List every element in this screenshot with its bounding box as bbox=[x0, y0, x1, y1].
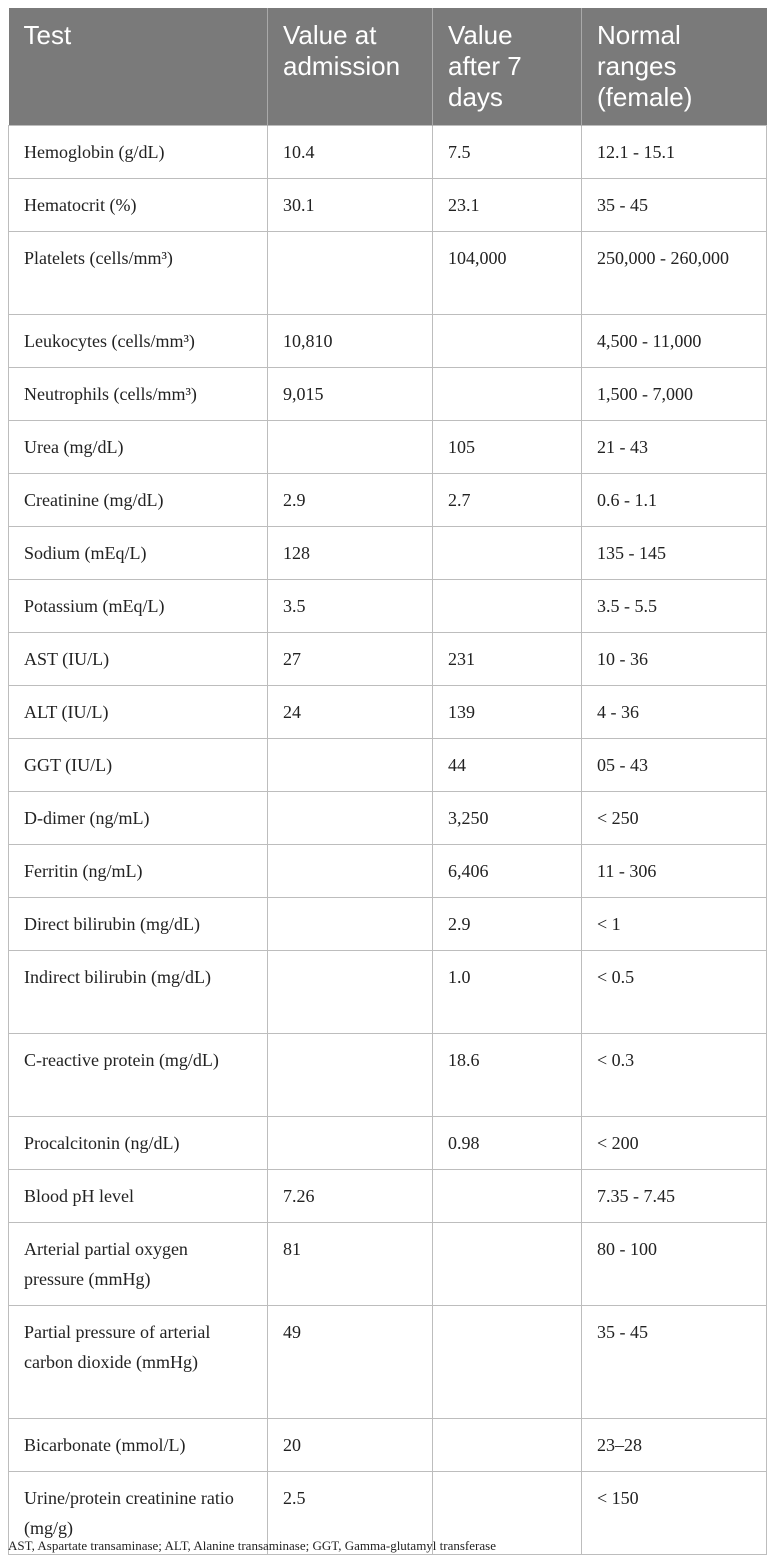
table-footnote: AST, Aspartate transaminase; ALT, Alanine transaminase; GGT, Gamma-glutamyl transferase bbox=[8, 1538, 496, 1553]
cell-range: 11 - 306 bbox=[582, 845, 767, 898]
table-row bbox=[9, 315, 767, 368]
cell-range: < 150 bbox=[582, 1472, 767, 1555]
cell-range: 21 - 43 bbox=[582, 421, 767, 474]
cell-day7 bbox=[433, 1419, 582, 1472]
cell-day7 bbox=[433, 1223, 582, 1306]
cell-admission bbox=[268, 232, 433, 315]
cell-range: 1,500 - 7,000 bbox=[582, 368, 767, 421]
table-row bbox=[9, 126, 767, 179]
lab-results-table-container bbox=[8, 8, 766, 1555]
cell-admission bbox=[268, 845, 433, 898]
table-row bbox=[9, 792, 767, 845]
cell-day7: 2.9 bbox=[433, 898, 582, 951]
cell-admission: 128 bbox=[268, 527, 433, 580]
cell-admission bbox=[268, 951, 433, 1034]
cell-test: Platelets (cells/mm³) bbox=[9, 232, 268, 315]
table-row bbox=[9, 421, 767, 474]
cell-test: Hemoglobin (g/dL) bbox=[9, 126, 268, 179]
cell-test: Procalcitonin (ng/dL) bbox=[9, 1117, 268, 1170]
cell-day7 bbox=[433, 580, 582, 633]
cell-range: 4 - 36 bbox=[582, 686, 767, 739]
cell-test: GGT (IU/L) bbox=[9, 739, 268, 792]
table-row bbox=[9, 232, 767, 315]
cell-day7 bbox=[433, 1306, 582, 1419]
cell-day7 bbox=[433, 527, 582, 580]
cell-test: Potassium (mEq/L) bbox=[9, 580, 268, 633]
cell-test: ALT (IU/L) bbox=[9, 686, 268, 739]
table-row bbox=[9, 1419, 767, 1472]
cell-day7 bbox=[433, 1170, 582, 1223]
cell-test: Ferritin (ng/mL) bbox=[9, 845, 268, 898]
cell-day7: 2.7 bbox=[433, 474, 582, 527]
header-row bbox=[9, 8, 767, 126]
cell-range: < 0.5 bbox=[582, 951, 767, 1034]
table-row bbox=[9, 1117, 767, 1170]
header-test: Test bbox=[9, 8, 268, 126]
cell-admission: 3.5 bbox=[268, 580, 433, 633]
table-row bbox=[9, 845, 767, 898]
table-row bbox=[9, 527, 767, 580]
cell-range: < 0.3 bbox=[582, 1034, 767, 1117]
cell-range: 35 - 45 bbox=[582, 179, 767, 232]
cell-test: Bicarbonate (mmol/L) bbox=[9, 1419, 268, 1472]
lab-results-table bbox=[8, 8, 767, 1555]
cell-admission: 10,810 bbox=[268, 315, 433, 368]
cell-admission: 9,015 bbox=[268, 368, 433, 421]
cell-range: 10 - 36 bbox=[582, 633, 767, 686]
cell-day7: 231 bbox=[433, 633, 582, 686]
cell-day7: 1.0 bbox=[433, 951, 582, 1034]
table-row bbox=[9, 179, 767, 232]
cell-day7: 23.1 bbox=[433, 179, 582, 232]
cell-test: Hematocrit (%) bbox=[9, 179, 268, 232]
cell-range: < 250 bbox=[582, 792, 767, 845]
header-value-7-days: Value after 7 days bbox=[433, 8, 582, 126]
table-row bbox=[9, 1170, 767, 1223]
cell-test: Blood pH level bbox=[9, 1170, 268, 1223]
cell-test: D-dimer (ng/mL) bbox=[9, 792, 268, 845]
cell-test: Urine/protein creatinine ratio (mg/g) bbox=[9, 1472, 268, 1555]
cell-day7: 6,406 bbox=[433, 845, 582, 898]
cell-admission bbox=[268, 1034, 433, 1117]
table-row bbox=[9, 951, 767, 1034]
cell-admission: 7.26 bbox=[268, 1170, 433, 1223]
cell-admission bbox=[268, 739, 433, 792]
cell-test: Creatinine (mg/dL) bbox=[9, 474, 268, 527]
cell-admission: 20 bbox=[268, 1419, 433, 1472]
cell-test: Sodium (mEq/L) bbox=[9, 527, 268, 580]
cell-test: Direct bilirubin (mg/dL) bbox=[9, 898, 268, 951]
cell-day7: 139 bbox=[433, 686, 582, 739]
cell-test: Neutrophils (cells/mm³) bbox=[9, 368, 268, 421]
cell-range: 80 - 100 bbox=[582, 1223, 767, 1306]
cell-admission: 49 bbox=[268, 1306, 433, 1419]
cell-range: 7.35 - 7.45 bbox=[582, 1170, 767, 1223]
cell-range: 23–28 bbox=[582, 1419, 767, 1472]
cell-test: Leukocytes (cells/mm³) bbox=[9, 315, 268, 368]
cell-day7: 0.98 bbox=[433, 1117, 582, 1170]
cell-range: 12.1 - 15.1 bbox=[582, 126, 767, 179]
cell-range: 35 - 45 bbox=[582, 1306, 767, 1419]
cell-range: 3.5 - 5.5 bbox=[582, 580, 767, 633]
table-row bbox=[9, 368, 767, 421]
table-row bbox=[9, 474, 767, 527]
cell-day7: 105 bbox=[433, 421, 582, 474]
cell-range: 0.6 - 1.1 bbox=[582, 474, 767, 527]
header-normal-ranges: Normal ranges (female) bbox=[582, 8, 767, 126]
table-row bbox=[9, 739, 767, 792]
cell-range: 05 - 43 bbox=[582, 739, 767, 792]
cell-test: C-reactive protein (mg/dL) bbox=[9, 1034, 268, 1117]
cell-admission: 30.1 bbox=[268, 179, 433, 232]
cell-test: Partial pressure of arterial carbon dioxide (mmHg) bbox=[9, 1306, 268, 1419]
table-row bbox=[9, 1034, 767, 1117]
cell-admission bbox=[268, 1117, 433, 1170]
cell-day7: 7.5 bbox=[433, 126, 582, 179]
cell-range: 4,500 - 11,000 bbox=[582, 315, 767, 368]
cell-test: Urea (mg/dL) bbox=[9, 421, 268, 474]
cell-admission: 2.9 bbox=[268, 474, 433, 527]
cell-range: < 1 bbox=[582, 898, 767, 951]
table-row bbox=[9, 898, 767, 951]
cell-test: AST (IU/L) bbox=[9, 633, 268, 686]
cell-admission bbox=[268, 898, 433, 951]
cell-admission bbox=[268, 421, 433, 474]
table-row bbox=[9, 1223, 767, 1306]
cell-range: < 200 bbox=[582, 1117, 767, 1170]
cell-day7 bbox=[433, 315, 582, 368]
table-row bbox=[9, 580, 767, 633]
cell-admission: 81 bbox=[268, 1223, 433, 1306]
header-value-admission: Value at admission bbox=[268, 8, 433, 126]
table-row bbox=[9, 686, 767, 739]
cell-range: 135 - 145 bbox=[582, 527, 767, 580]
cell-day7: 44 bbox=[433, 739, 582, 792]
cell-admission: 10.4 bbox=[268, 126, 433, 179]
cell-day7: 104,000 bbox=[433, 232, 582, 315]
cell-day7: 18.6 bbox=[433, 1034, 582, 1117]
cell-range: 250,000 - 260,000 bbox=[582, 232, 767, 315]
cell-admission: 27 bbox=[268, 633, 433, 686]
cell-admission: 2.5 bbox=[268, 1472, 433, 1555]
cell-test: Indirect bilirubin (mg/dL) bbox=[9, 951, 268, 1034]
cell-test: Arterial partial oxygen pressure (mmHg) bbox=[9, 1223, 268, 1306]
table-row bbox=[9, 1306, 767, 1419]
cell-admission: 24 bbox=[268, 686, 433, 739]
cell-admission bbox=[268, 792, 433, 845]
cell-day7 bbox=[433, 368, 582, 421]
table-row bbox=[9, 633, 767, 686]
cell-day7: 3,250 bbox=[433, 792, 582, 845]
